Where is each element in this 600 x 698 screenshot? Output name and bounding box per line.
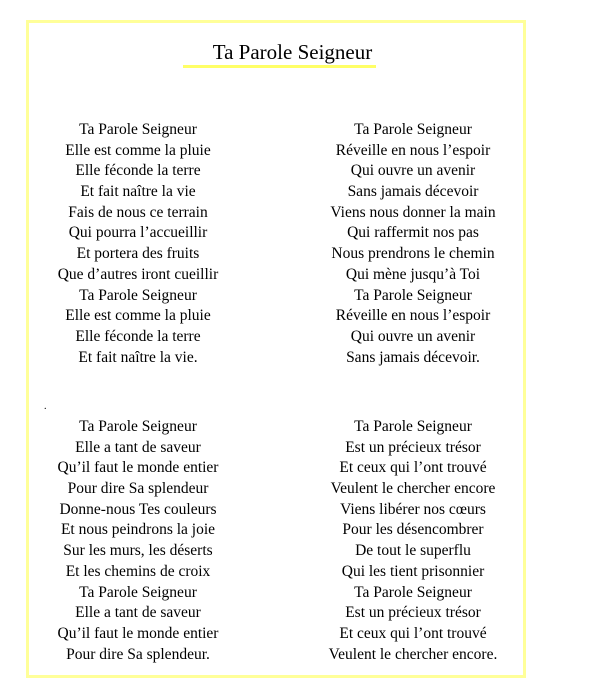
verse-line: Et fait naître la vie: [80, 183, 196, 201]
page-title: Ta Parole Seigneur: [212, 40, 373, 64]
verse-line: Et ceux qui l’ont trouvé: [339, 624, 487, 642]
verse-line: Ta Parole Seigneur: [354, 286, 472, 304]
verse-line: Sur les murs, les déserts: [63, 542, 213, 560]
verse-line: Veulent le chercher encore.: [328, 645, 498, 663]
stanza-2: [288, 120, 538, 368]
verse-line: Elle est comme la pluie: [65, 307, 211, 325]
verse-line: Viens libérer nos cœurs: [340, 500, 486, 518]
verse-line: Et nous peindrons la joie: [60, 521, 216, 539]
verse-line: Pour les désencombrer: [342, 521, 484, 539]
verse-line: Est un précieux trésor: [345, 438, 481, 456]
verse-line: Qui raffermit nos pas: [347, 224, 479, 242]
verse-line: Qui les tient prisonnier: [341, 562, 485, 580]
verse-line: Que d’autres iront cueillir: [57, 265, 219, 283]
verse-line: Elle féconde la terre: [75, 162, 201, 180]
verse-line: Qui pourra l’accueillir: [68, 224, 208, 242]
verse-line: Et fait naître la vie.: [78, 348, 198, 366]
verse-line: Donne-nous Tes couleurs: [59, 500, 217, 518]
stanza-3: [13, 417, 263, 665]
verse-line: Ta Parole Seigneur: [79, 418, 197, 435]
verse-line: Et ceux qui l’ont trouvé: [339, 459, 487, 477]
verse-line: Sans jamais décevoir: [347, 183, 479, 201]
verse-line: Et portera des fruits: [76, 245, 200, 263]
verse-line: Veulent le chercher encore: [330, 480, 496, 498]
verse-line: Qu’il faut le monde entier: [57, 624, 219, 642]
verse-line: Ta Parole Seigneur: [354, 121, 472, 138]
verse-line: Fais de nous ce terrain: [68, 203, 208, 221]
verse-line: Elle est comme la pluie: [65, 141, 211, 159]
verse-line: Qui ouvre un avenir: [350, 162, 476, 180]
verse-line: Nous prendrons le chemin: [331, 245, 495, 263]
verse-line: Ta Parole Seigneur: [79, 286, 197, 304]
verse-line: Et les chemins de croix: [65, 562, 211, 580]
verse-line: Sans jamais décevoir.: [346, 348, 480, 366]
verse-line: Réveille en nous l’espoir: [335, 307, 491, 325]
verse-line: Qui mène jusqu’à Toi: [345, 265, 481, 283]
verse-line: Ta Parole Seigneur: [354, 583, 472, 601]
verse-line: Elle féconde la terre: [75, 327, 201, 345]
verse-line: Ta Parole Seigneur: [79, 583, 197, 601]
verse-line: Ta Parole Seigneur: [354, 418, 472, 435]
verse-line: Elle a tant de saveur: [75, 438, 201, 456]
stray-dot: .: [44, 401, 47, 412]
verse-line: Pour dire Sa splendeur: [67, 480, 209, 498]
verse-line: De tout le superflu: [355, 542, 471, 560]
title-underline: [183, 65, 376, 68]
verse-line: Pour dire Sa splendeur.: [66, 645, 210, 663]
verse-line: Qu’il faut le monde entier: [57, 459, 219, 477]
verse-line: Viens nous donner la main: [330, 203, 496, 221]
verse-line: Elle a tant de saveur: [75, 604, 201, 622]
verse-line: Est un précieux trésor: [345, 604, 481, 622]
stanza-1: [13, 120, 263, 368]
stanza-4: [288, 417, 538, 665]
verse-line: Réveille en nous l’espoir: [335, 141, 491, 159]
verse-line: Qui ouvre un avenir: [350, 327, 476, 345]
verse-line: Ta Parole Seigneur: [79, 121, 197, 138]
